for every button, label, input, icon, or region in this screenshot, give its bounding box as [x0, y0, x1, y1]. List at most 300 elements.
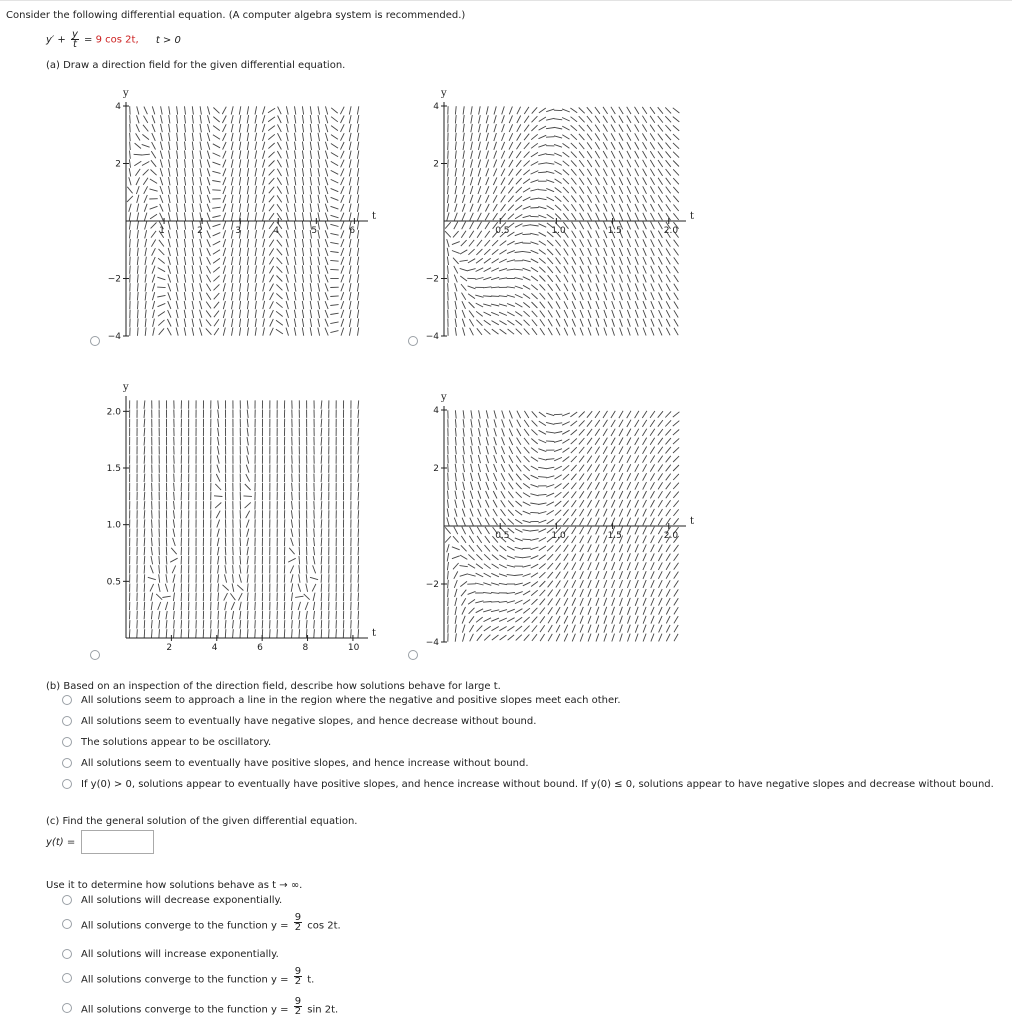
slope-segment	[555, 492, 562, 497]
slope-segment	[539, 529, 547, 533]
slope-segment	[152, 133, 156, 141]
slope-segment	[246, 520, 249, 528]
slope-segment	[318, 159, 320, 167]
slope-segment	[611, 482, 615, 490]
slope-segment	[299, 620, 300, 628]
part-c-option-2-radio[interactable]	[62, 919, 72, 929]
slope-segment	[643, 275, 646, 283]
slope-segment	[263, 257, 265, 265]
slope-segment	[471, 168, 473, 176]
slope-segment	[181, 611, 182, 619]
slope-segment	[448, 283, 449, 291]
slope-segment	[523, 302, 530, 307]
slope-segment	[336, 629, 337, 637]
slope-segment	[184, 186, 185, 194]
slope-segment	[673, 196, 679, 202]
slope-segment	[268, 126, 275, 131]
slope-segment	[174, 455, 175, 463]
slope-segment	[658, 491, 662, 498]
slope-segment	[604, 509, 608, 517]
slope-segment	[635, 213, 639, 221]
slope-segment	[658, 151, 663, 158]
slope-segment	[627, 133, 631, 140]
field-c-radio[interactable]	[90, 650, 100, 660]
slope-segment	[531, 564, 538, 568]
slope-segment	[485, 231, 490, 238]
slope-segment	[161, 133, 163, 141]
slope-segment	[540, 319, 545, 326]
slope-segment	[588, 284, 591, 292]
slope-segment	[483, 610, 491, 612]
slope-segment	[177, 212, 178, 220]
slope-segment	[612, 248, 615, 256]
slope-segment	[509, 178, 514, 185]
y-axis-title: y	[441, 392, 447, 403]
slope-segment	[176, 283, 178, 291]
slope-segment	[642, 116, 646, 123]
slope-segment	[587, 178, 591, 185]
slope-segment	[484, 249, 490, 255]
slope-segment	[445, 222, 451, 228]
slope-segment	[270, 293, 274, 300]
slope-segment	[318, 230, 320, 238]
slope-segment	[159, 328, 164, 334]
slope-segment	[635, 248, 638, 256]
slope-segment	[137, 248, 138, 256]
slope-segment	[643, 328, 646, 336]
slope-segment	[650, 178, 654, 185]
eq-fraction	[71, 30, 79, 49]
slope-segment	[484, 320, 491, 325]
slope-segment	[659, 319, 663, 327]
slope-segment	[223, 213, 226, 221]
slope-segment	[491, 610, 499, 612]
slope-segment	[666, 248, 670, 255]
slope-segment	[166, 574, 167, 582]
slope-segment	[548, 284, 553, 291]
slope-segment	[492, 545, 498, 551]
slope-segment	[643, 248, 646, 256]
slope-segment	[674, 634, 678, 641]
slope-segment	[298, 602, 300, 610]
part-b-option-1-radio[interactable]	[62, 695, 72, 705]
slope-segment	[268, 117, 275, 122]
slope-segment	[215, 484, 221, 490]
slope-segment	[564, 240, 569, 247]
part-b-option-2-radio[interactable]	[62, 716, 72, 726]
slope-segment	[620, 616, 623, 624]
slope-segment	[523, 520, 531, 522]
slope-segment	[572, 310, 575, 318]
slope-segment	[240, 556, 241, 564]
slope-segment	[463, 473, 465, 481]
slope-segment	[192, 168, 193, 176]
part-b-option-3-radio[interactable]	[62, 737, 72, 747]
slope-segment	[604, 230, 607, 238]
part-b-option-5-radio[interactable]	[62, 779, 72, 789]
t-axis-title: t	[690, 211, 695, 222]
slope-segment	[532, 328, 537, 335]
slope-segment	[603, 107, 608, 114]
slope-segment	[666, 328, 670, 336]
top-border	[0, 0, 1012, 1]
slope-segment	[673, 438, 679, 444]
slope-segment	[152, 115, 155, 123]
slope-segment	[247, 529, 249, 537]
slope-segment	[587, 429, 592, 436]
slope-segment	[658, 447, 663, 454]
slope-segment	[292, 465, 293, 473]
field-a-radio[interactable]	[90, 336, 100, 346]
slope-segment	[276, 329, 283, 334]
slope-segment	[454, 266, 458, 274]
slope-segment	[321, 593, 322, 601]
slope-segment	[486, 115, 488, 123]
slope-segment	[658, 178, 663, 185]
slope-segment	[485, 509, 489, 517]
slope-segment	[546, 485, 554, 488]
slope-segment	[603, 142, 607, 149]
slope-segment	[651, 616, 654, 624]
slope-segment	[233, 620, 234, 628]
slope-segment	[515, 233, 523, 236]
slope-segment	[627, 500, 631, 508]
slope-segment	[612, 616, 615, 624]
slope-segment	[674, 319, 678, 326]
slope-segment	[349, 310, 351, 318]
slope-segment	[176, 292, 178, 300]
slope-segment	[619, 553, 622, 561]
slope-segment	[158, 320, 164, 326]
slope-segment	[603, 447, 607, 454]
slope-segment	[627, 438, 631, 445]
slope-segment	[650, 491, 654, 498]
slope-segment	[524, 429, 529, 436]
general-solution-input[interactable]	[81, 830, 154, 854]
slope-segment	[239, 159, 240, 167]
slope-segment	[580, 239, 584, 246]
slope-segment	[596, 553, 599, 561]
slope-segment	[524, 311, 530, 317]
slope-segment	[507, 295, 515, 297]
slope-segment	[455, 633, 456, 641]
slope-segment	[508, 510, 514, 516]
slope-segment	[572, 571, 576, 579]
slope-segment	[524, 152, 530, 158]
slope-segment	[555, 188, 562, 193]
part-c-option-1-radio[interactable]	[62, 895, 72, 905]
slope-segment	[200, 142, 201, 150]
slope-segment	[314, 501, 315, 509]
slope-segment	[666, 634, 670, 642]
slope-segment	[603, 186, 607, 194]
slope-segment	[239, 151, 240, 159]
slope-segment	[144, 437, 145, 445]
slope-segment	[137, 195, 139, 203]
slope-segment	[247, 556, 248, 564]
slope-segment	[650, 438, 655, 445]
slope-segment	[276, 284, 282, 290]
slope-segment	[650, 116, 655, 123]
slope-segment	[556, 301, 560, 308]
part-c-option-3-radio[interactable]	[62, 949, 72, 959]
y-tick-label: −2	[107, 274, 121, 285]
slope-segment	[635, 239, 638, 247]
slope-segment	[548, 598, 553, 605]
slope-segment	[563, 161, 570, 166]
slope-segment	[612, 553, 615, 561]
slope-segment	[455, 491, 457, 499]
slope-segment	[358, 519, 359, 527]
slope-segment	[595, 178, 599, 185]
slope-segment	[546, 163, 554, 164]
slope-segment	[515, 303, 522, 307]
slope-segment	[318, 257, 320, 265]
slope-segment	[174, 611, 175, 619]
slope-segment	[596, 545, 599, 553]
slope-segment	[493, 509, 497, 516]
slope-segment	[532, 634, 537, 641]
slope-segment	[673, 456, 679, 462]
slope-segment	[172, 566, 176, 574]
slope-segment	[517, 107, 521, 115]
slope-segment	[620, 301, 623, 309]
field-b-radio[interactable]	[408, 336, 418, 346]
slope-segment	[674, 328, 678, 335]
slope-segment	[484, 635, 490, 641]
slope-segment	[302, 327, 303, 335]
slope-segment	[588, 266, 591, 274]
slope-segment	[517, 447, 522, 454]
slope-segment	[538, 512, 546, 514]
equation	[46, 30, 181, 49]
slope-segment	[151, 593, 153, 601]
slope-segment	[507, 260, 515, 262]
slope-segment	[612, 598, 615, 606]
slope-segment	[580, 571, 584, 579]
slope-segment	[207, 177, 210, 185]
slope-segment	[555, 501, 562, 506]
slope-segment	[314, 611, 315, 619]
part-b-option-3-label: The solutions appear to be oscillatory.	[81, 737, 272, 748]
slope-segment	[627, 527, 630, 535]
slope-segment	[478, 455, 480, 463]
part-c-option-4-pre: All solutions converge to the function y =	[81, 974, 289, 986]
slope-segment	[233, 556, 234, 564]
slope-segment	[142, 134, 149, 139]
slope-segment	[571, 483, 576, 490]
slope-segment	[651, 248, 655, 256]
part-b-option-4-radio[interactable]	[62, 758, 72, 768]
slope-segment	[453, 258, 459, 264]
slope-segment	[571, 160, 577, 166]
slope-segment	[539, 241, 546, 246]
slope-segment	[643, 231, 647, 239]
slope-segment	[501, 169, 505, 177]
y-tick-label: −2	[425, 580, 439, 590]
slope-segment	[587, 134, 592, 141]
slope-segment	[596, 213, 600, 221]
slope-segment	[635, 447, 639, 454]
slope-segment	[627, 248, 630, 256]
slope-segment	[214, 328, 219, 335]
slope-segment	[674, 518, 679, 525]
slope-segment	[642, 107, 647, 114]
slope-segment	[587, 107, 592, 114]
slope-segment	[666, 465, 671, 472]
slope-segment	[572, 554, 576, 561]
slope-segment	[138, 310, 139, 318]
slope-segment	[658, 473, 663, 480]
slope-segment	[192, 177, 193, 185]
slope-segment	[255, 115, 257, 123]
slope-segment	[174, 620, 175, 628]
part-c-option-2-post: cos 2t.	[307, 920, 341, 932]
slope-segment	[666, 518, 671, 525]
slope-segment	[318, 151, 320, 159]
slope-segment	[603, 177, 607, 185]
slope-segment	[255, 124, 257, 132]
slope-segment	[502, 411, 505, 419]
slope-segment	[177, 115, 178, 123]
slope-segment	[213, 241, 221, 245]
slope-segment	[291, 574, 293, 582]
slope-segment	[462, 625, 465, 633]
slope-segment	[150, 214, 157, 219]
slope-segment	[292, 602, 293, 610]
field-d-radio[interactable]	[408, 650, 418, 660]
slope-segment	[666, 483, 671, 490]
slope-segment	[218, 629, 219, 637]
slope-segment	[292, 620, 293, 628]
slope-segment	[556, 310, 560, 317]
y-tick-label: 4	[115, 102, 121, 112]
slope-segment	[231, 142, 233, 150]
slope-segment	[562, 109, 570, 112]
slope-segment	[674, 625, 678, 632]
slope-segment	[470, 204, 473, 212]
slope-segment	[635, 438, 639, 445]
slope-segment	[213, 258, 220, 263]
slope-segment	[463, 151, 465, 159]
slope-segment	[523, 493, 530, 497]
slope-segment	[604, 319, 607, 327]
slope-segment	[516, 456, 521, 463]
slope-segment	[619, 411, 623, 418]
slope-segment	[501, 446, 504, 454]
slope-segment	[540, 311, 545, 318]
slope-segment	[603, 411, 608, 418]
slope-segment	[239, 168, 240, 176]
slope-segment	[447, 213, 449, 221]
slope-segment	[225, 565, 226, 573]
slope-segment	[491, 618, 499, 621]
slope-segment	[176, 248, 178, 256]
slope-segment	[213, 117, 219, 122]
slope-segment	[522, 557, 530, 558]
part-c-option-5-radio[interactable]	[62, 1003, 72, 1013]
slope-segment	[455, 159, 456, 167]
slope-segment	[152, 629, 153, 637]
slope-segment	[524, 411, 528, 418]
slope-segment	[318, 319, 320, 327]
slope-segment	[231, 177, 233, 185]
slope-segment	[302, 221, 303, 229]
slope-segment	[554, 449, 562, 452]
slope-segment	[331, 126, 338, 131]
slope-segment	[492, 635, 499, 640]
slope-segment	[460, 581, 467, 586]
slope-segment	[666, 213, 671, 220]
slope-segment	[562, 126, 569, 130]
part-c-option-4-radio[interactable]	[62, 973, 72, 983]
slope-segment	[509, 133, 513, 141]
slope-segment	[627, 420, 631, 427]
slope-segment	[635, 607, 638, 615]
slope-segment	[619, 213, 622, 221]
slope-segment	[151, 240, 155, 247]
slope-segment	[627, 107, 631, 114]
slope-segment	[547, 502, 554, 506]
slope-segment	[515, 609, 522, 613]
slope-segment	[596, 625, 599, 633]
slope-segment	[478, 509, 481, 517]
slope-segment	[547, 510, 554, 514]
slope-segment	[604, 518, 608, 526]
slope-segment	[263, 266, 265, 274]
slope-segment	[357, 274, 358, 282]
slope-segment	[556, 625, 560, 632]
slope-segment	[232, 266, 233, 274]
slope-segment	[612, 589, 615, 597]
slope-segment	[499, 321, 506, 325]
slope-segment	[477, 328, 482, 335]
slope-segment	[247, 565, 248, 573]
slope-segment	[469, 231, 474, 238]
slope-segment	[507, 601, 515, 603]
slope-segment	[145, 283, 146, 291]
slope-segment	[603, 464, 607, 471]
slope-segment	[523, 215, 531, 217]
slope-segment	[310, 186, 311, 194]
slope-segment	[658, 266, 662, 274]
slope-segment	[217, 520, 220, 528]
slope-segment	[483, 583, 491, 586]
slope-segment	[501, 509, 506, 516]
slope-segment	[330, 331, 338, 333]
slope-segment	[635, 420, 639, 427]
slope-segment	[659, 607, 663, 615]
slope-segment	[674, 581, 679, 588]
slope-segment	[269, 266, 273, 273]
slope-segment	[478, 500, 481, 508]
slope-segment	[478, 491, 481, 499]
slope-segment	[262, 620, 263, 628]
slope-segment	[538, 449, 546, 452]
slope-segment	[284, 620, 285, 628]
slope-segment	[555, 510, 561, 516]
slope-segment	[572, 266, 576, 274]
slope-segment	[176, 239, 178, 247]
slope-segment	[538, 503, 546, 505]
slope-segment	[548, 607, 553, 614]
slope-segment	[571, 169, 576, 175]
slope-segment	[310, 266, 311, 274]
slope-segment	[255, 274, 256, 282]
slope-segment	[564, 598, 568, 606]
slope-segment	[516, 626, 523, 631]
slope-segment	[263, 292, 265, 300]
